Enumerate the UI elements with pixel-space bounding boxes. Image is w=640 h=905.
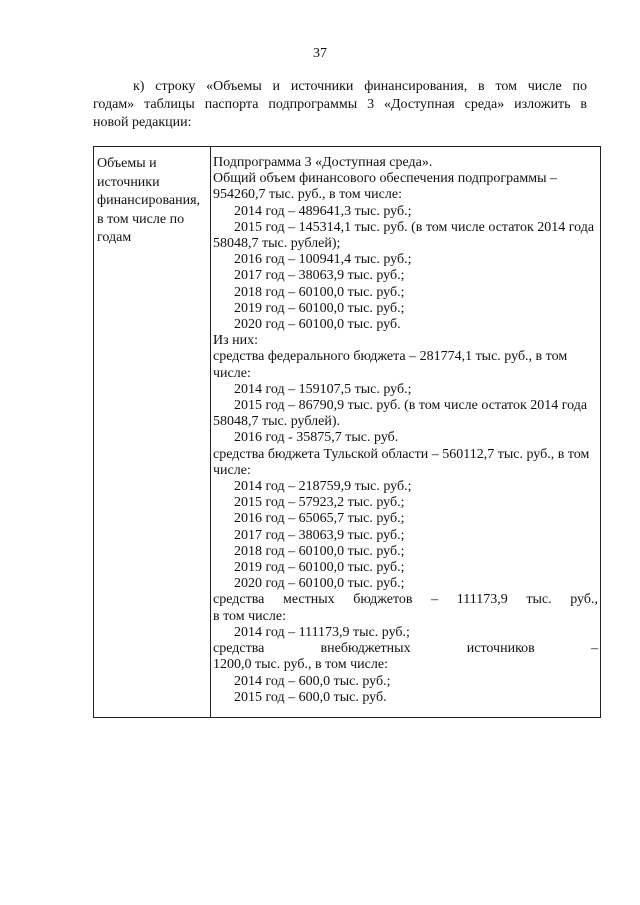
passport-table [93, 146, 601, 718]
funding-line: Из них: [213, 333, 259, 349]
funding-line: 2020 год – 60100,0 тыс. руб.; [234, 576, 405, 592]
funding-line: средства бюджета Тульской области – 560112,7 тыс. руб., в том [213, 446, 590, 462]
row-header-line: Объемы и [97, 156, 157, 171]
funding-line: 2015 год – 86790,9 тыс. руб. (в том числе остаток 2014 года [234, 398, 588, 414]
funding-line: 58048,7 тыс. рублей). [213, 414, 340, 430]
funding-line: Подпрограмма 3 «Доступная среда». [213, 155, 433, 170]
funding-line: средства местных бюджетов – 111173,9 тыс. руб., [213, 592, 598, 608]
intro-line: к) строку «Объемы и источники финансирования, в том числе по [133, 79, 587, 94]
funding-line: числе: [213, 365, 251, 381]
funding-line: 1200,0 тыс. руб., в том числе: [213, 657, 388, 673]
funding-line: 2014 год – 159107,5 тыс. руб.; [234, 381, 412, 397]
funding-line: 2019 год – 60100,0 тыс. руб.; [234, 560, 405, 576]
funding-line: 2017 год – 38063,9 тыс. руб.; [234, 268, 405, 284]
funding-line: 2014 год – 600,0 тыс. руб.; [234, 673, 391, 689]
funding-line: средства внебюджетных источников – [213, 641, 598, 657]
funding-line: 58048,7 тыс. рублей); [213, 236, 341, 252]
column-divider [210, 147, 211, 717]
funding-line: 2020 год – 60100,0 тыс. руб. [234, 317, 401, 333]
funding-line: 2014 год – 111173,9 тыс. руб.; [234, 624, 410, 640]
funding-line: в том числе: [213, 608, 286, 624]
funding-line: 2016 год – 100941,4 тыс. руб.; [234, 252, 412, 268]
funding-line: 2018 год – 60100,0 тыс. руб.; [234, 284, 405, 300]
row-header-line: источники [97, 174, 160, 190]
row-header-line: финансирования, [97, 193, 201, 208]
funding-line: Общий объем финансового обеспечения подпрограммы – [213, 171, 558, 187]
funding-line: 2015 год – 145314,1 тыс. руб. (в том числе остаток 2014 года [234, 219, 595, 235]
funding-line: 2019 год – 60100,0 тыс. руб.; [234, 300, 405, 316]
row-header-cell [97, 155, 207, 248]
funding-line: 2018 год – 60100,0 тыс. руб.; [234, 543, 405, 559]
intro-line: новой редакции: [93, 115, 192, 130]
funding-line: 2014 год – 489641,3 тыс. руб.; [234, 203, 412, 219]
funding-line: 2016 год – 65065,7 тыс. руб.; [234, 511, 405, 527]
funding-line: числе: [213, 462, 251, 478]
page-number: 37 [313, 46, 327, 61]
row-header-line: годам [97, 230, 132, 245]
funding-line: 2017 год – 38063,9 тыс. руб.; [234, 527, 405, 543]
funding-line: 2014 год – 218759,9 тыс. руб.; [234, 479, 412, 495]
funding-details-cell [213, 155, 598, 706]
intro-paragraph [93, 78, 587, 132]
funding-line: 954260,7 тыс. руб., в том числе: [213, 187, 402, 203]
funding-line: 2015 год – 600,0 тыс. руб. [234, 689, 387, 705]
row-header-line: в том числе по [97, 211, 185, 227]
funding-line: 2015 год – 57923,2 тыс. руб.; [234, 495, 405, 511]
funding-line: средства федерального бюджета – 281774,1 тыс. руб., в том [213, 349, 568, 365]
funding-line: 2016 год - 35875,7 тыс. руб. [234, 430, 399, 446]
intro-line: годам» таблицы паспорта подпрограммы 3 «Доступная среда» изложить в [93, 97, 587, 112]
